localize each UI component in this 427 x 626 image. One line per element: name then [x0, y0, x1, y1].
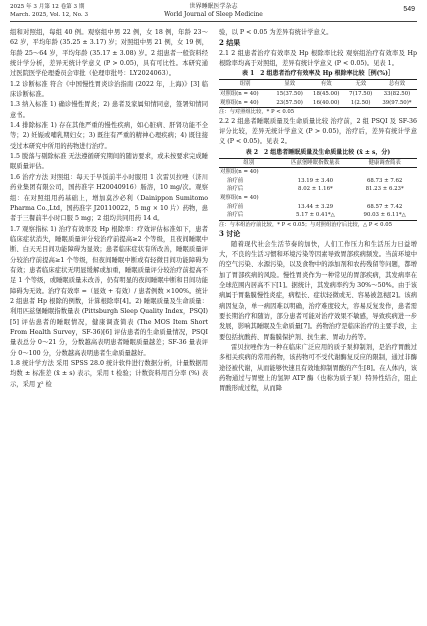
table-cell: 23(57.50): [271, 99, 308, 108]
table-cell: 81.23 ± 6.23*: [365, 186, 404, 193]
table-2-header: 匹兹堡睡眠指数量表: [278, 158, 352, 168]
table-cell: [278, 194, 352, 203]
table-cell: 观察组(n = 40): [219, 99, 271, 108]
table-1-header: 组别: [219, 80, 271, 90]
results-sleep-quality: 2.2 2 组患者睡眠质量及生命质量比较 治疗前，2 组 PSQI 及 SF-36 评分比较，差异无统计学意义 (P > 0.05)，治疗后，差异有统计学意义 (P < 0.05)。见表 2。: [219, 117, 417, 146]
results-efficacy: 2.1 2 组患者治疗有效率及 Hp 根除率比较 观察组治疗有效率及 Hp 根除率均高于对照组，差异有统计学意义 (P < 0.05)。见表 1。: [219, 49, 417, 68]
journal-issue-en: March. 2025, Vol. 12, No. 3: [10, 12, 89, 18]
page-number: 549: [403, 6, 415, 13]
table-row: [219, 168, 417, 177]
table-cell: 对照组(n = 40): [220, 169, 259, 176]
header-rule: [10, 21, 417, 22]
table-cell: 68.57 ± 7.42: [366, 203, 403, 210]
statistical-methods: 1.8 统计学方法 采用 SPSS 28.0 统计软件进行数据分析，计量数据用均数 ± 标准差 (x̄ ± s) 表示，采用 t 检验；计数资料用百分率 (%) 表示，采用 χ² 检: [10, 360, 208, 388]
table-cell: 治疗前: [227, 203, 244, 210]
table-cell: 90.03 ± 6.11*△: [352, 211, 417, 220]
table-row: [219, 185, 417, 194]
table-row: [219, 177, 417, 186]
journal-title-en: World Journal of Sleep Medicine: [164, 11, 263, 18]
table-cell: 18(45.00): [313, 90, 340, 97]
table-cell: 33(82.50): [383, 90, 411, 97]
table-2-note: 注：与本组治疗前比较，* P < 0.05；与对照组治疗后比较，△ P < 0.05: [219, 221, 392, 228]
table-cell: 39(97.50)*: [377, 99, 417, 108]
discussion-paragraph: 随着现代社会生活节奏的加快，人们工作压力和生活压力日益增大，不良的生活习惯和环境污染等因素导致胃部疾病频发。当前环境中的空气污染、水源污染，以及食物中的添加剂和农药残留等问题，都增加了胃部疾病的风险。慢性胃炎作为一种常见的胃部疾病，其发病率在全球范围内居高不下[1]。据统计，其发病率约为 30%～50%。由于该病属于胃黏膜慢性炎症，病程长、症状轻微或无、容易被忽视[2]。该病病因复杂，单一病因难以明确，治疗难度较大，容易反复发作，患者需要长期治疗和随访，部分患者可能对治疗效果不敏感，导致疾病进一步发展，影响其睡眠及生命质量[7]。药物治疗是临床治疗的主要手段，主要包括抗酸药、胃黏膜保护剂、抗生素、胃动力药等。: [219, 240, 417, 341]
table-cell: 13.19 ± 3.40: [297, 177, 334, 184]
table-1-title: 表 1 2 组患者治疗有效率及 Hp 根除率比较［例(%)］: [242, 70, 394, 78]
inclusion-criteria: 1.3 纳入标准 1) 确诊慢性胃炎；2) 患者及家属知情同意，签署知情同意书。: [10, 101, 208, 119]
table-cell: 观察组(n = 40): [220, 194, 259, 201]
journal-issue-cn: 2025 年 3 月第 12 卷第 3 期: [10, 4, 85, 10]
table-row: [219, 203, 417, 212]
table-2-header: 组别: [219, 158, 278, 168]
stats-continuation: 验，以 P < 0.05 为差异有统计学意义。: [219, 29, 333, 36]
table-1: [219, 69, 417, 116]
table-cell: 7(17.50): [349, 90, 373, 97]
table-cell: 治疗前: [227, 177, 244, 184]
results-heading: 2 结果: [219, 38, 241, 48]
table-cell: 1(2.50): [345, 99, 377, 108]
diagnostic-criteria: 1.2 诊断标准 符合《中国慢性胃炎诊治指南 (2022 年，上海)》[3] 临床诊断标准。: [10, 80, 208, 99]
table-1-header: 总有效: [377, 80, 417, 90]
table-cell: [278, 168, 352, 177]
table-1-header: 有效: [308, 80, 345, 90]
discussion-heading: 3 讨论: [219, 229, 241, 239]
discussion-paragraph: 雷贝拉唑作为一种在临床广泛应用的质子泵抑制剂，是治疗胃酸过多相关疾病的常用药物，该药物可不受代谢酶复反应的限制，通过非酶途径被代谢，从而能够快速且有效地抑制胃酸的产生[8]。在人体内，该药物通过与胃壁上的氢钾 ATP 酶（也称为质子泵）特异性结合，阻止胃酸形成过程，从而降: [219, 343, 417, 393]
table-row: [219, 99, 417, 108]
exclusion-criteria: 1.4 排除标准 1) 存在其他严重的慢性疾病，如心脏病、肝肾功能不全等；2) 妊娠或哺乳期妇女；3) 既往有严重的精神心理疾病；4) 既往接受过本研究中所用的药物进行治疗。: [10, 122, 208, 150]
journal-title-cn: 世界睡眠医学杂志: [189, 3, 238, 10]
table-row: [219, 211, 417, 220]
right-column: [219, 28, 417, 395]
observation-indicators: 1.7 观察指标 1) 治疗有效率及 Hp 根除率：疗效评估标准如下，患者临床症状消失，睡眠质量评分较治疗前提高≥2 个等级，且夜间睡眠中断、白天无目间功能障碍为显效；患者临床症状有所改善，睡眠质量评分较治疗前提高≥1 个等级，但夜间睡眠中断或有轻微目间功能障碍为有效；患者临床症状无明显缓解或加重，睡眠质量评分较治疗前提高不足 1 个等级，或睡眠质量未改善，仍有明显的夜间睡眠中断和目间功能障碍为无效。治疗有效率 =（显效 + 有效）/ 患者例数 ×100%。统计 2 组患者 Hp 根除的例数，计算根除率[4]。2) 睡眠质量及生命质量：利用匹兹堡睡眠指数量表 (Pittsburgh Sleep Quality Index，PSQI)[5] 评估患者的睡眠情况，健康调查简表 (The MOS Item Short From Health Survey，SF-36)[6] 评估患者的生命质量情况，PSQI 量表总分 0～21 分，分数越高表明患者睡眠质量越差；SF-36 量表评分 0～100 分，分数越高表明患者生命质量越好。: [10, 225, 208, 357]
treatment-methods: 1.6 治疗方法 对照组：每天于早饭前半小时服用 1 次雷贝拉唑（济川药业集团有限公司，国药准字 H20040916）肠溶，10 mg/次。观察组：在对照组用药基础上，增加莫沙必利（Dainippon Sumitomo Pharma Co.,Ltd，国药准字 J20110022，5 mg × 10 片）药物，患者于三餐前半小时口服 5 mg；2 组均共同用药 14 d。: [10, 173, 208, 223]
table-row: [219, 89, 417, 98]
table-cell: 8.02 ± 1.16*: [298, 186, 333, 193]
table-cell: 16(40.00): [308, 99, 345, 108]
table-1-header: 显效: [271, 80, 308, 90]
dropout-criteria: 1.5 脱落与剔除标准 无法遵循研究期间的随访要求，或未按要求完成睡眠质量评估。: [10, 153, 208, 171]
table-row: [219, 194, 417, 203]
subjects-paragraph: 组和对照组，每组 40 例。观察组中男 22 例，女 18 例，年龄 23～62 岁，平均年龄 (35.25 ± 3.17) 岁；对照组中男 21 例，女 19 例，年龄 25～64 岁，平均年龄 (35.17 ± 3.08) 岁。2 组患者一般资料经统计学分析，差异无统计学意义 (P > 0.05)，具有可比性。本研究通过医院医学伦理委员会审批（伦理审批号：LY2024063）。: [10, 29, 208, 78]
page-header: [0, 0, 427, 30]
journal-title: [0, 3, 427, 19]
table-cell: 对照组(n = 40): [220, 90, 259, 97]
table-cell: [352, 194, 417, 203]
table-2-title: 表 2 2 组患者睡眠质量及生命质量比较 (x̄ ± s，分): [245, 148, 391, 156]
table-cell: 15(37.50): [276, 90, 303, 97]
table-cell: 5.17 ± 0.41*△: [278, 211, 352, 220]
table-cell: 13.44 ± 3.29: [297, 203, 334, 210]
table-cell: [352, 168, 417, 177]
table-cell: 68.73 ± 7.62: [366, 177, 403, 184]
table-cell: 治疗后: [219, 211, 278, 220]
table-1-header: 无效: [345, 80, 377, 90]
left-column: [10, 28, 208, 390]
table-1-note: 注：与对照组比较，* P < 0.05: [219, 109, 295, 116]
table-2: [219, 148, 417, 230]
table-2-header: 健康调查简表: [352, 158, 417, 168]
table-cell: 治疗后: [227, 186, 244, 193]
